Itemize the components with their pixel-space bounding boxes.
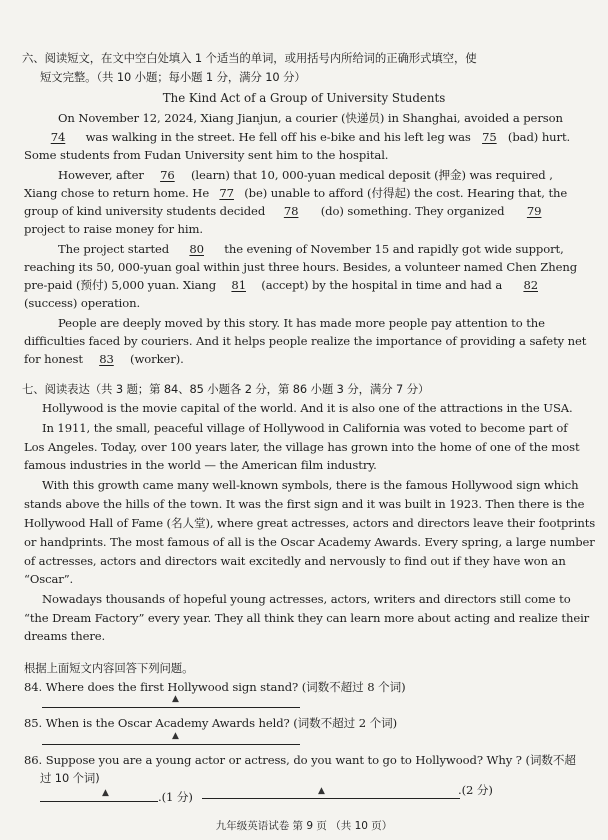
answer-marker-84: ▲ (172, 694, 179, 704)
p3-line3-mid: (accept) by the hospital in time and had a (257, 278, 506, 292)
page-footer: 九年级英语试卷 第 9 页 （共 10 页） (215, 820, 393, 832)
s7-line2: In 1911, the small, peaceful village of Hollywood in California was voted to become part of (42, 421, 568, 435)
blank-75[interactable]: 75 (482, 130, 497, 144)
p3-line4: (success) operation. (24, 296, 141, 310)
blank-74[interactable]: 74 (50, 130, 66, 144)
blank-78[interactable]: 78 (283, 204, 299, 218)
p4-line3-post: (worker). (126, 352, 184, 366)
answer-line-86b[interactable] (202, 797, 460, 799)
p4-line3-pre: for honest (24, 352, 87, 366)
score-86a: .(1 分) (158, 790, 193, 804)
p4-line1: People are deeply moved by this story. It has made more people pay attention to the (58, 316, 545, 330)
p2-line1-pre: However, after (58, 168, 148, 182)
s7-line9: of actresses, actors and directors wait excitedly and nervously to find out if they have won an (24, 554, 566, 568)
answer-line-84[interactable] (42, 706, 300, 708)
p2-line3-pre: group of kind university students decided (24, 204, 266, 218)
p4-line2: difficulties faced by couriers. And it helps people realize the importance of providing a safety net (24, 334, 587, 348)
question-86-line1: 86. Suppose you are a young actor or actress, do you want to go to Hollywood? Why ? (词数不超 (24, 753, 576, 767)
p2-line2-post: (be) unable to afford (付得起) the cost. Hearing that, the (240, 186, 568, 200)
p3-line1-pre: The project started (58, 242, 173, 256)
p3-line3-pre: pre-paid (预付) 5,000 yuan. Xiang (24, 278, 220, 292)
instruction: 根据上面短文内容回答下列问题。 (24, 661, 194, 675)
p1-line1: On November 12, 2024, Xiang Jianjun, a courier (快递员) in Shanghai, avoided a person (58, 111, 563, 125)
p2-line4: project to raise money for him. (24, 222, 204, 236)
answer-marker-86b: ▲ (318, 786, 325, 796)
answer-marker-86a: ▲ (102, 788, 109, 798)
s7-line11: Nowadays thousands of hopeful young actresses, actors, writers and directors still come to (42, 592, 571, 606)
s7-line1: Hollywood is the movie capital of the world. And it is also one of the attractions in the USA. (42, 401, 573, 415)
p1-line3: Some students from Fudan University sent him to the hospital. (24, 148, 389, 162)
section6-heading-line1: 六、阅读短文，在文中空白处填入 1 个适当的单词，或用括号内所给词的正确形式填空，使 (22, 51, 477, 65)
p2-line1 (58, 167, 553, 183)
p3-line1-post: the evening of November 15 and rapidly got wide support, (220, 242, 564, 256)
blank-77[interactable]: 77 (219, 186, 234, 200)
s7-line3: Los Angeles. Today, over 100 years later, the village has grown into the home of one of the most (24, 440, 580, 454)
section7-heading: 七、阅读表达（共 3 题；第 84、85 小题各 2 分，第 86 小题 3 分，满分 7 分） (22, 382, 430, 396)
blank-81[interactable]: 81 (231, 278, 246, 292)
s7-line12: “the Dream Factory” every year. They all think they can learn more about acting and realize their (24, 611, 590, 625)
question-86-line2: 过 10 个词) (40, 771, 100, 785)
blank-76[interactable]: 76 (160, 168, 175, 182)
p4-line3 (24, 351, 184, 367)
section6-heading-line2: 短文完整。（共 10 小题；每小题 1 分，满分 10 分） (40, 70, 306, 84)
p2-line1-post: (learn) that 10, 000-yuan medical deposit (押金) was required , (187, 168, 553, 182)
p1-line2-end: (bad) hurt. (504, 130, 571, 144)
p2-line3 (24, 203, 544, 219)
s7-line10: “Oscar”. (24, 572, 74, 586)
s7-line4: famous industries in the world — the American film industry. (24, 458, 377, 472)
p3-line1 (58, 241, 564, 257)
answer-line-85[interactable] (42, 743, 300, 745)
blank-80[interactable]: 80 (189, 242, 204, 256)
s7-line13: dreams there. (24, 629, 106, 643)
blank-82[interactable]: 82 (523, 278, 538, 292)
s7-line6: stands above the hills of the town. It was the first sign and it was built in 1923. Then there is the (24, 497, 585, 511)
s7-line5: With this growth came many well-known symbols, there is the famous Hollywood sign which (42, 478, 579, 492)
answer-line-86a[interactable] (40, 800, 158, 802)
score-86b: .(2 分) (458, 783, 493, 797)
p1-line2 (34, 129, 570, 145)
p1-line2-text: was walking in the street. He fell off his e-bike and his left leg was (82, 130, 475, 144)
p3-line2: reaching its 50, 000-yuan goal within just three hours. Besides, a volunteer named Chen Zheng (24, 260, 578, 274)
blank-83[interactable]: 83 (99, 352, 114, 366)
passage-title: The Kind Act of a Group of University Students (162, 91, 446, 105)
answer-marker-85: ▲ (172, 731, 179, 741)
question-84: 84. Where does the first Hollywood sign stand? (词数不超过 8 个词) (24, 680, 406, 694)
p2-line2-pre: Xiang chose to return home. He (24, 186, 213, 200)
p2-line2 (24, 185, 567, 201)
question-85: 85. When is the Oscar Academy Awards held? (词数不超过 2 个词) (24, 716, 398, 730)
p3-line3 (24, 277, 556, 293)
blank-79[interactable]: 79 (526, 204, 542, 218)
s7-line7: Hollywood Hall of Fame (名人堂), where great actresses, actors and directors leave their footprints (24, 516, 596, 530)
s7-line8: or handprints. The most famous of all is the Oscar Academy Awards. Every spring, a large number (24, 535, 595, 549)
p2-line3-post: (do) something. They organized (317, 204, 505, 218)
